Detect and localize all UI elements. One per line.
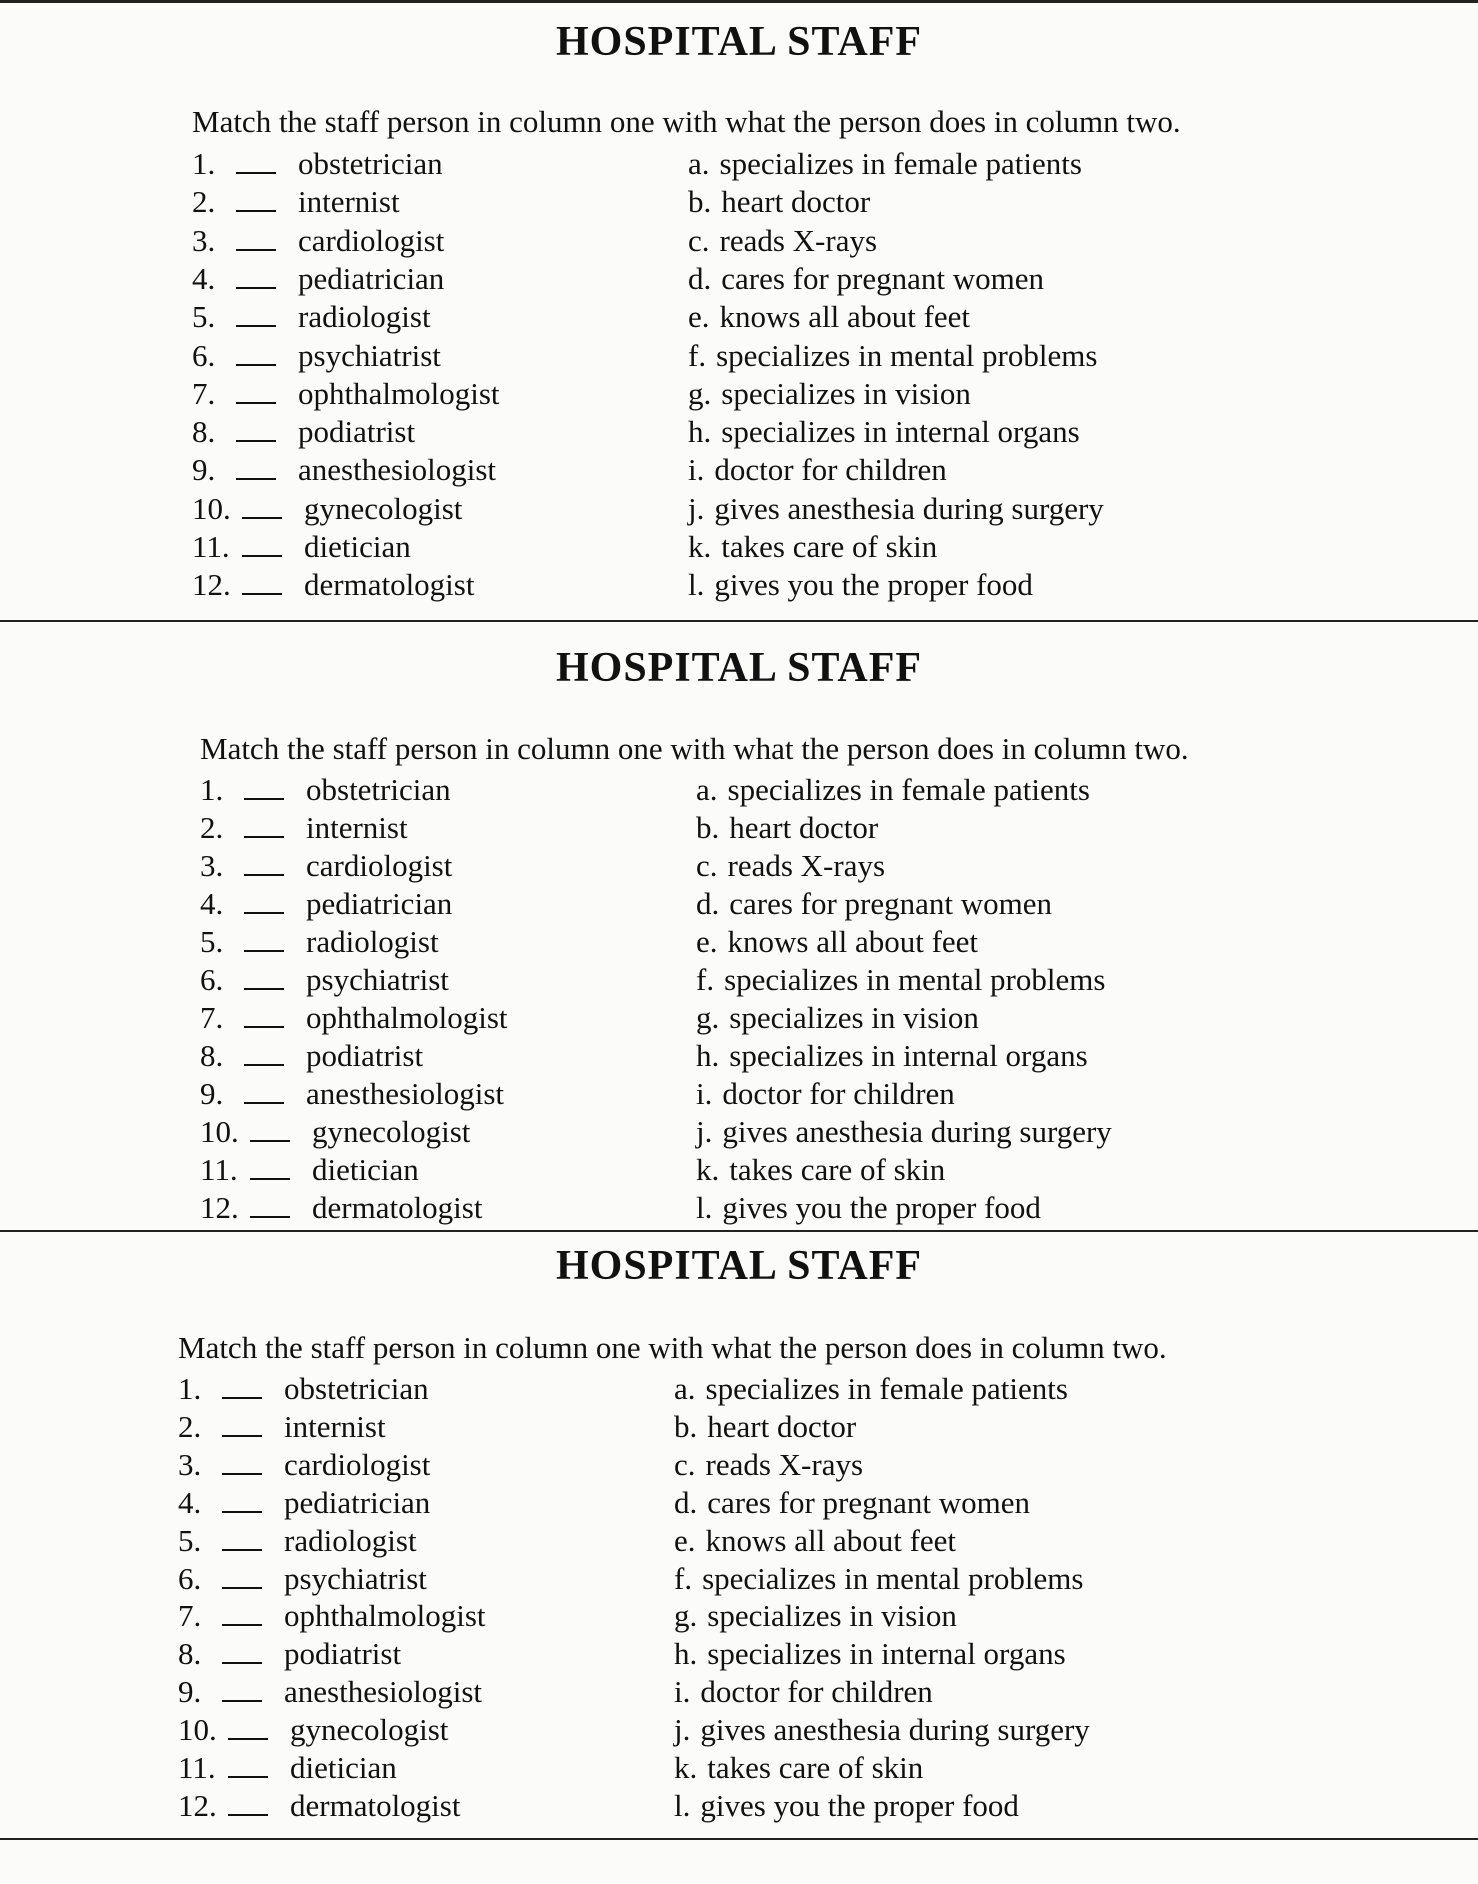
item-number: 4. <box>192 260 216 296</box>
item-number: 2. <box>200 810 224 845</box>
answer-blank[interactable] <box>244 1038 284 1066</box>
answer-blank[interactable] <box>236 338 276 366</box>
cut-line <box>0 620 1478 622</box>
description-item <box>688 222 877 260</box>
item-number: 12. <box>178 1787 217 1823</box>
description-item <box>674 1635 1066 1673</box>
staff-item <box>200 771 451 809</box>
description-text: gives anesthesia during surgery <box>714 490 1104 526</box>
staff-term: podiatrist <box>298 414 416 450</box>
staff-term: gynecologist <box>312 1114 471 1149</box>
item-letter: f. <box>688 337 707 373</box>
item-number: 10. <box>200 1114 239 1149</box>
worksheet-title: HOSPITAL STAFF <box>555 1243 923 1289</box>
staff-item <box>178 1749 397 1787</box>
item-letter: l. <box>696 1190 713 1225</box>
item-number: 4. <box>200 886 224 921</box>
staff-item <box>200 885 452 923</box>
answer-blank[interactable] <box>222 1371 262 1399</box>
staff-term: pediatrician <box>298 260 445 296</box>
staff-term: ophthalmologist <box>306 1000 508 1035</box>
answer-blank[interactable] <box>222 1674 262 1702</box>
description-item <box>688 298 970 336</box>
answer-blank[interactable] <box>222 1598 262 1626</box>
item-letter: b. <box>696 810 720 845</box>
staff-term: podiatrist <box>284 1636 402 1672</box>
staff-item <box>178 1597 486 1635</box>
staff-term: psychiatrist <box>284 1560 427 1596</box>
item-number: 10. <box>178 1712 217 1748</box>
staff-item <box>192 490 462 528</box>
staff-term: dietician <box>304 529 411 564</box>
description-text: gives you the proper food <box>714 567 1033 603</box>
answer-blank[interactable] <box>244 924 284 952</box>
staff-term: dermatologist <box>304 567 475 603</box>
item-letter: i. <box>688 452 705 488</box>
description-item <box>696 923 978 961</box>
description-item <box>696 1151 945 1189</box>
staff-item <box>192 183 400 221</box>
staff-item <box>192 375 500 413</box>
answer-blank[interactable] <box>236 376 276 404</box>
item-number: 11. <box>200 1152 238 1187</box>
answer-blank[interactable] <box>236 261 276 289</box>
answer-blank[interactable] <box>236 299 276 327</box>
description-item <box>696 1113 1112 1151</box>
description-text: gives anesthesia during surgery <box>722 1114 1112 1149</box>
staff-term: obstetrician <box>306 772 451 807</box>
item-number: 8. <box>192 414 216 450</box>
answer-blank[interactable] <box>222 1409 262 1437</box>
item-number: 4. <box>178 1484 202 1520</box>
item-number: 7. <box>200 1000 224 1035</box>
description-text: gives you the proper food <box>700 1787 1019 1823</box>
item-number: 6. <box>178 1560 202 1596</box>
description-item <box>688 183 870 221</box>
item-letter: i. <box>696 1076 713 1111</box>
description-text: cares for pregnant women <box>729 886 1053 921</box>
answer-blank[interactable] <box>244 962 284 990</box>
item-letter: a. <box>688 146 710 181</box>
staff-term: psychiatrist <box>306 962 449 997</box>
staff-term: anesthesiologist <box>284 1674 483 1710</box>
answer-blank[interactable] <box>228 1788 268 1816</box>
answer-blank[interactable] <box>222 1523 262 1551</box>
description-item <box>688 566 1033 604</box>
instructions-text: Match the staff person in column one with what the person does in column two. <box>200 731 1189 766</box>
staff-item <box>200 1113 470 1151</box>
description-item <box>674 1711 1090 1749</box>
answer-blank[interactable] <box>244 848 284 876</box>
item-letter: k. <box>696 1152 720 1187</box>
staff-item <box>192 528 411 566</box>
description-item <box>688 451 947 489</box>
item-number: 1. <box>192 146 216 181</box>
description-text: specializes in female patients <box>727 772 1090 807</box>
item-letter: c. <box>674 1446 696 1482</box>
description-text: specializes in female patients <box>719 146 1082 181</box>
item-letter: l. <box>674 1787 691 1823</box>
item-number: 1. <box>178 1371 202 1406</box>
item-letter: j. <box>674 1712 691 1748</box>
item-letter: e. <box>696 924 718 959</box>
answer-blank[interactable] <box>228 1750 268 1778</box>
description-text: knows all about feet <box>705 1522 957 1558</box>
answer-blank[interactable] <box>244 1076 284 1104</box>
staff-item <box>192 451 496 489</box>
description-text: reads X-rays <box>719 222 878 258</box>
staff-item <box>178 1484 430 1522</box>
answer-blank[interactable] <box>236 184 276 212</box>
item-letter: a. <box>696 772 718 807</box>
answer-blank[interactable] <box>244 772 284 800</box>
staff-item <box>200 1151 419 1189</box>
item-letter: d. <box>674 1484 698 1520</box>
description-item <box>696 885 1052 923</box>
description-item <box>688 260 1044 298</box>
worksheet-title: HOSPITAL STAFF <box>555 19 923 65</box>
item-number: 2. <box>192 184 216 220</box>
staff-item <box>200 847 452 885</box>
description-text: specializes in mental problems <box>702 1560 1084 1596</box>
description-item <box>674 1370 1068 1408</box>
item-letter: b. <box>674 1408 698 1444</box>
item-letter: g. <box>688 375 712 411</box>
description-text: specializes in vision <box>721 375 971 411</box>
staff-item <box>192 566 474 604</box>
item-letter: a. <box>674 1371 696 1406</box>
description-item <box>674 1522 956 1560</box>
staff-term: anesthesiologist <box>306 1076 505 1111</box>
staff-term: gynecologist <box>304 490 463 526</box>
answer-blank[interactable] <box>236 146 276 174</box>
description-item <box>674 1787 1019 1825</box>
item-letter: e. <box>688 299 710 335</box>
item-number: 1. <box>200 772 224 807</box>
item-letter: g. <box>696 1000 720 1035</box>
staff-term: radiologist <box>284 1522 417 1558</box>
answer-blank[interactable] <box>222 1636 262 1664</box>
description-text: specializes in mental problems <box>724 962 1106 997</box>
item-number: 8. <box>200 1038 224 1073</box>
staff-term: cardiologist <box>298 222 445 258</box>
answer-blank[interactable] <box>244 886 284 914</box>
staff-term: internist <box>298 184 400 220</box>
staff-item <box>200 1075 504 1113</box>
staff-item <box>200 999 508 1037</box>
cut-line <box>0 1838 1478 1840</box>
description-text: specializes in vision <box>707 1598 957 1634</box>
item-letter: k. <box>688 529 712 564</box>
staff-item <box>178 1446 430 1484</box>
answer-blank[interactable] <box>244 1000 284 1028</box>
description-item <box>696 961 1105 999</box>
answer-blank[interactable] <box>222 1447 262 1475</box>
item-letter: c. <box>696 848 718 883</box>
item-number: 6. <box>200 962 224 997</box>
item-number: 3. <box>200 848 224 883</box>
answer-blank[interactable] <box>244 810 284 838</box>
staff-item <box>178 1370 429 1408</box>
staff-item <box>192 298 431 336</box>
description-item <box>688 375 971 413</box>
answer-blank[interactable] <box>242 567 282 595</box>
top-edge-line <box>0 0 1478 3</box>
description-item <box>688 337 1097 375</box>
item-letter: j. <box>688 490 705 526</box>
description-text: doctor for children <box>700 1674 933 1710</box>
staff-term: obstetrician <box>298 146 443 181</box>
item-number: 3. <box>192 222 216 258</box>
description-item <box>696 1037 1088 1075</box>
staff-item <box>178 1711 448 1749</box>
item-number: 12. <box>200 1190 239 1225</box>
staff-item <box>200 961 449 999</box>
item-letter: h. <box>674 1636 698 1672</box>
description-item <box>696 809 878 847</box>
answer-blank[interactable] <box>250 1114 290 1142</box>
description-item <box>688 145 1082 183</box>
answer-blank[interactable] <box>236 452 276 480</box>
staff-term: ophthalmologist <box>284 1598 486 1634</box>
item-letter: f. <box>696 962 715 997</box>
staff-item <box>192 337 441 375</box>
item-letter: f. <box>674 1560 693 1596</box>
answer-blank[interactable] <box>242 529 282 557</box>
staff-term: internist <box>284 1408 386 1444</box>
item-number: 9. <box>192 452 216 488</box>
item-letter: e. <box>674 1522 696 1558</box>
staff-item <box>200 1189 482 1227</box>
item-number: 5. <box>192 299 216 335</box>
description-text: cares for pregnant women <box>707 1484 1031 1520</box>
description-item <box>674 1673 933 1711</box>
description-item <box>696 847 885 885</box>
description-text: takes care of skin <box>721 529 938 564</box>
answer-blank[interactable] <box>236 414 276 442</box>
description-item <box>674 1597 957 1635</box>
item-letter: k. <box>674 1750 698 1785</box>
item-number: 6. <box>192 337 216 373</box>
item-number: 7. <box>178 1598 202 1634</box>
description-item <box>674 1408 856 1446</box>
description-text: specializes in internal organs <box>729 1038 1088 1073</box>
item-number: 9. <box>178 1674 202 1710</box>
staff-term: podiatrist <box>306 1038 424 1073</box>
item-letter: b. <box>688 184 712 220</box>
description-item <box>688 413 1080 451</box>
description-text: heart doctor <box>721 184 871 220</box>
item-number: 2. <box>178 1408 202 1444</box>
description-text: gives anesthesia during surgery <box>700 1712 1090 1748</box>
staff-term: gynecologist <box>290 1712 449 1748</box>
item-letter: d. <box>688 260 712 296</box>
description-text: knows all about feet <box>719 299 971 335</box>
description-text: specializes in female patients <box>705 1371 1068 1406</box>
staff-term: ophthalmologist <box>298 375 500 411</box>
staff-term: dermatologist <box>290 1787 461 1823</box>
staff-item <box>200 1037 423 1075</box>
staff-item <box>178 1635 401 1673</box>
staff-term: cardiologist <box>284 1446 431 1482</box>
worksheet-title: HOSPITAL STAFF <box>555 645 923 691</box>
description-text: gives you the proper food <box>722 1190 1041 1225</box>
answer-blank[interactable] <box>236 223 276 251</box>
item-number: 9. <box>200 1076 224 1111</box>
staff-item <box>200 923 439 961</box>
description-item <box>674 1560 1083 1598</box>
item-letter: g. <box>674 1598 698 1634</box>
staff-item <box>178 1522 417 1560</box>
item-number: 3. <box>178 1446 202 1482</box>
description-item <box>674 1446 863 1484</box>
item-number: 11. <box>192 529 230 564</box>
staff-item <box>192 260 444 298</box>
description-text: heart doctor <box>707 1408 857 1444</box>
item-letter: i. <box>674 1674 691 1710</box>
cut-line <box>0 1230 1478 1232</box>
staff-term: anesthesiologist <box>298 452 497 488</box>
description-item <box>674 1484 1030 1522</box>
description-item <box>688 528 937 566</box>
staff-term: cardiologist <box>306 848 453 883</box>
item-letter: h. <box>688 414 712 450</box>
description-text: cares for pregnant women <box>721 260 1045 296</box>
answer-blank[interactable] <box>222 1485 262 1513</box>
item-letter: c. <box>688 222 710 258</box>
staff-term: dietician <box>290 1750 397 1785</box>
answer-blank[interactable] <box>222 1561 262 1589</box>
staff-item <box>178 1787 460 1825</box>
instructions-text: Match the staff person in column one with what the person does in column two. <box>178 1330 1167 1365</box>
item-number: 7. <box>192 375 216 411</box>
item-number: 12. <box>192 567 231 603</box>
item-letter: d. <box>696 886 720 921</box>
description-text: specializes in internal organs <box>707 1636 1066 1672</box>
description-text: specializes in mental problems <box>716 337 1098 373</box>
description-text: takes care of skin <box>707 1750 924 1785</box>
instructions-text: Match the staff person in column one with what the person does in column two. <box>192 104 1181 139</box>
staff-term: obstetrician <box>284 1371 429 1406</box>
description-item <box>696 999 979 1037</box>
description-text: doctor for children <box>714 452 947 488</box>
answer-blank[interactable] <box>242 491 282 519</box>
description-text: knows all about feet <box>727 924 979 959</box>
description-item <box>674 1749 923 1787</box>
staff-term: radiologist <box>306 924 439 959</box>
staff-term: pediatrician <box>284 1484 431 1520</box>
description-text: reads X-rays <box>705 1446 864 1482</box>
description-text: heart doctor <box>729 810 879 845</box>
item-letter: l. <box>688 567 705 603</box>
description-text: takes care of skin <box>729 1152 946 1187</box>
staff-item <box>192 413 415 451</box>
staff-term: dietician <box>312 1152 419 1187</box>
answer-blank[interactable] <box>250 1190 290 1218</box>
item-number: 5. <box>178 1522 202 1558</box>
staff-item <box>200 809 408 847</box>
description-item <box>688 490 1104 528</box>
description-text: doctor for children <box>722 1076 955 1111</box>
item-letter: j. <box>696 1114 713 1149</box>
staff-item <box>178 1673 482 1711</box>
staff-item <box>192 222 444 260</box>
description-text: specializes in vision <box>729 1000 979 1035</box>
staff-item <box>192 145 443 183</box>
staff-item <box>178 1560 427 1598</box>
answer-blank[interactable] <box>228 1712 268 1740</box>
item-letter: h. <box>696 1038 720 1073</box>
description-item <box>696 1075 955 1113</box>
staff-term: psychiatrist <box>298 337 441 373</box>
description-text: specializes in internal organs <box>721 414 1080 450</box>
staff-item <box>178 1408 386 1446</box>
description-item <box>696 1189 1041 1227</box>
item-number: 8. <box>178 1636 202 1672</box>
staff-term: internist <box>306 810 408 845</box>
item-number: 10. <box>192 490 231 526</box>
item-number: 5. <box>200 924 224 959</box>
answer-blank[interactable] <box>250 1152 290 1180</box>
description-text: reads X-rays <box>727 848 886 883</box>
staff-term: radiologist <box>298 299 431 335</box>
item-number: 11. <box>178 1750 216 1785</box>
staff-term: pediatrician <box>306 886 453 921</box>
staff-term: dermatologist <box>312 1190 483 1225</box>
description-item <box>696 771 1090 809</box>
